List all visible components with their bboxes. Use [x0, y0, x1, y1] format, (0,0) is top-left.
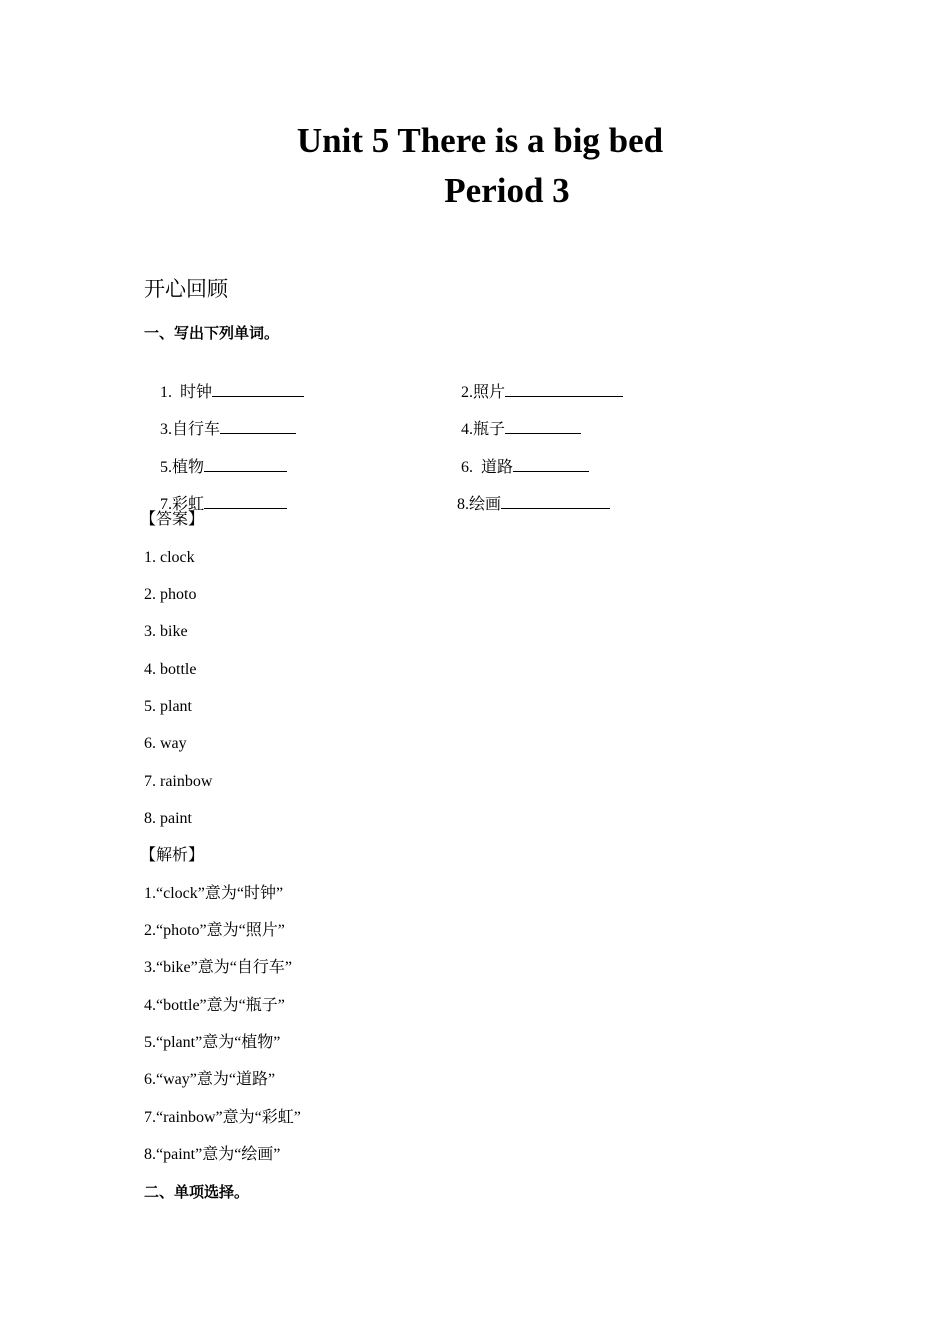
exercise-label: 8.绘画 — [457, 496, 502, 513]
answer-blank — [505, 381, 623, 397]
exercise-label: 2.照片 — [461, 384, 506, 401]
analysis-item: 4.“bottle”意为“瓶子” — [144, 997, 285, 1014]
analysis-item: 1.“clock”意为“时钟” — [144, 885, 284, 902]
exercise-label: 1. 时钟 — [160, 384, 213, 401]
analysis-item: 5.“plant”意为“植物” — [144, 1034, 281, 1051]
answer-item: 3. bike — [144, 623, 188, 640]
analysis-item: 7.“rainbow”意为“彩虹” — [144, 1109, 301, 1126]
exercise-label: 3.自行车 — [160, 421, 221, 438]
answer-blank — [204, 456, 287, 472]
part1-heading: 一、写出下列单词。 — [144, 324, 280, 342]
answer-item: 1. clock — [144, 549, 195, 566]
section-heading: 开心回顾 — [144, 277, 228, 301]
exercise-item — [441, 473, 610, 535]
analysis-item: 3.“bike”意为“自行车” — [144, 959, 292, 976]
answer-item: 2. photo — [144, 586, 197, 603]
exercise-label: 5.植物 — [160, 459, 205, 476]
exercise-label: 4.瓶子 — [461, 421, 506, 438]
answer-item: 8. paint — [144, 810, 192, 827]
analysis-label: 【解析】 — [140, 847, 205, 864]
analysis-item: 6.“way”意为“道路” — [144, 1071, 276, 1088]
part2-heading: 二、单项选择。 — [144, 1183, 250, 1201]
document-title: Unit 5 There is a big bed — [296, 121, 664, 160]
analysis-item: 8.“paint”意为“绘画” — [144, 1146, 281, 1163]
document-subtitle: Period 3 — [444, 171, 570, 210]
exercise-label: 6. 道路 — [461, 459, 514, 476]
answer-blank — [204, 493, 287, 509]
analysis-item: 2.“photo”意为“照片” — [144, 922, 285, 939]
answer-blank — [505, 418, 581, 434]
exercise-label: 7.彩虹 — [160, 496, 205, 513]
answer-item: 4. bottle — [144, 661, 197, 678]
answer-blank — [513, 456, 589, 472]
answer-item: 5. plant — [144, 698, 192, 715]
answer-blank — [212, 381, 304, 397]
answer-blank — [501, 493, 610, 509]
answer-item: 7. rainbow — [144, 773, 213, 790]
answer-blank — [220, 418, 296, 434]
answer-item: 6. way — [144, 735, 187, 752]
answer-label: 【答案】 — [140, 511, 205, 528]
